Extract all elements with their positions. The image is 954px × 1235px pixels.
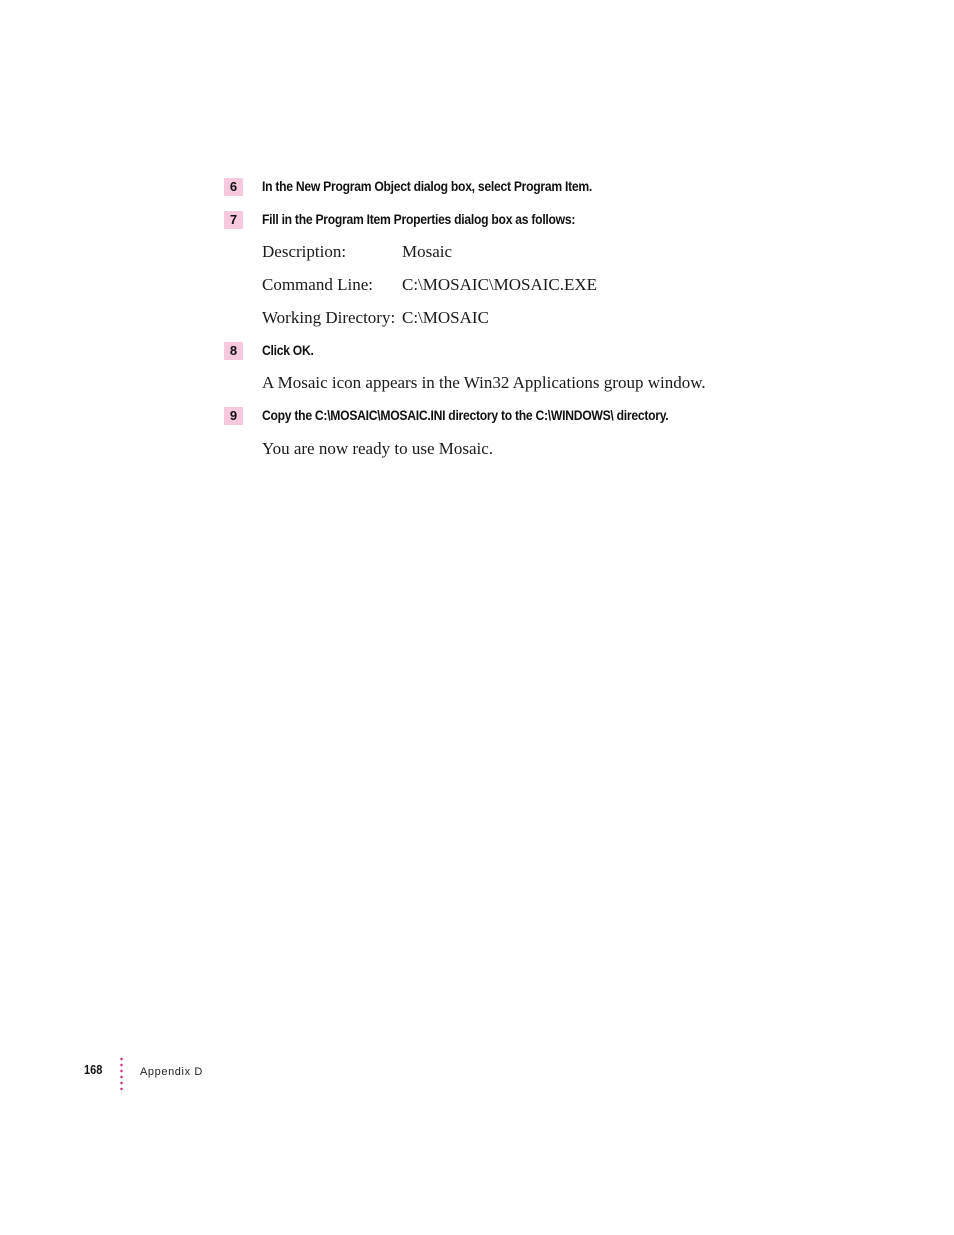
step-9-heading: Copy the C:\MOSAIC\MOSAIC.INI directory to the C:\WINDOWS\ directory. — [262, 408, 669, 423]
footer-section-label: Appendix D — [140, 1066, 203, 1078]
property-label-working-directory: Working Directory: — [262, 308, 396, 327]
step-7-number: 7 — [224, 211, 243, 229]
step-9-result: You are now ready to use Mosaic. — [262, 439, 494, 458]
step-8-result: A Mosaic icon appears in the Win32 Applications group window. — [262, 373, 706, 392]
step-6-number: 6 — [224, 178, 243, 196]
step-7-heading: Fill in the Program Item Properties dialog box as follows: — [262, 212, 576, 227]
step-8-number: 8 — [224, 342, 243, 360]
property-value-command-line: C:\MOSAIC\MOSAIC.EXE — [402, 275, 598, 294]
property-label-command-line: Command Line: — [262, 275, 373, 294]
page-number: 168 — [84, 1063, 103, 1077]
property-value-description: Mosaic — [402, 242, 453, 261]
property-value-working-directory: C:\MOSAIC — [402, 308, 489, 327]
step-9-number: 9 — [224, 407, 243, 425]
footer-dotted-rule — [120, 1056, 123, 1094]
step-6-heading: In the New Program Object dialog box, select Program Item. — [262, 179, 593, 194]
property-label-description: Description: — [262, 242, 347, 261]
step-8-heading: Click OK. — [262, 343, 314, 358]
